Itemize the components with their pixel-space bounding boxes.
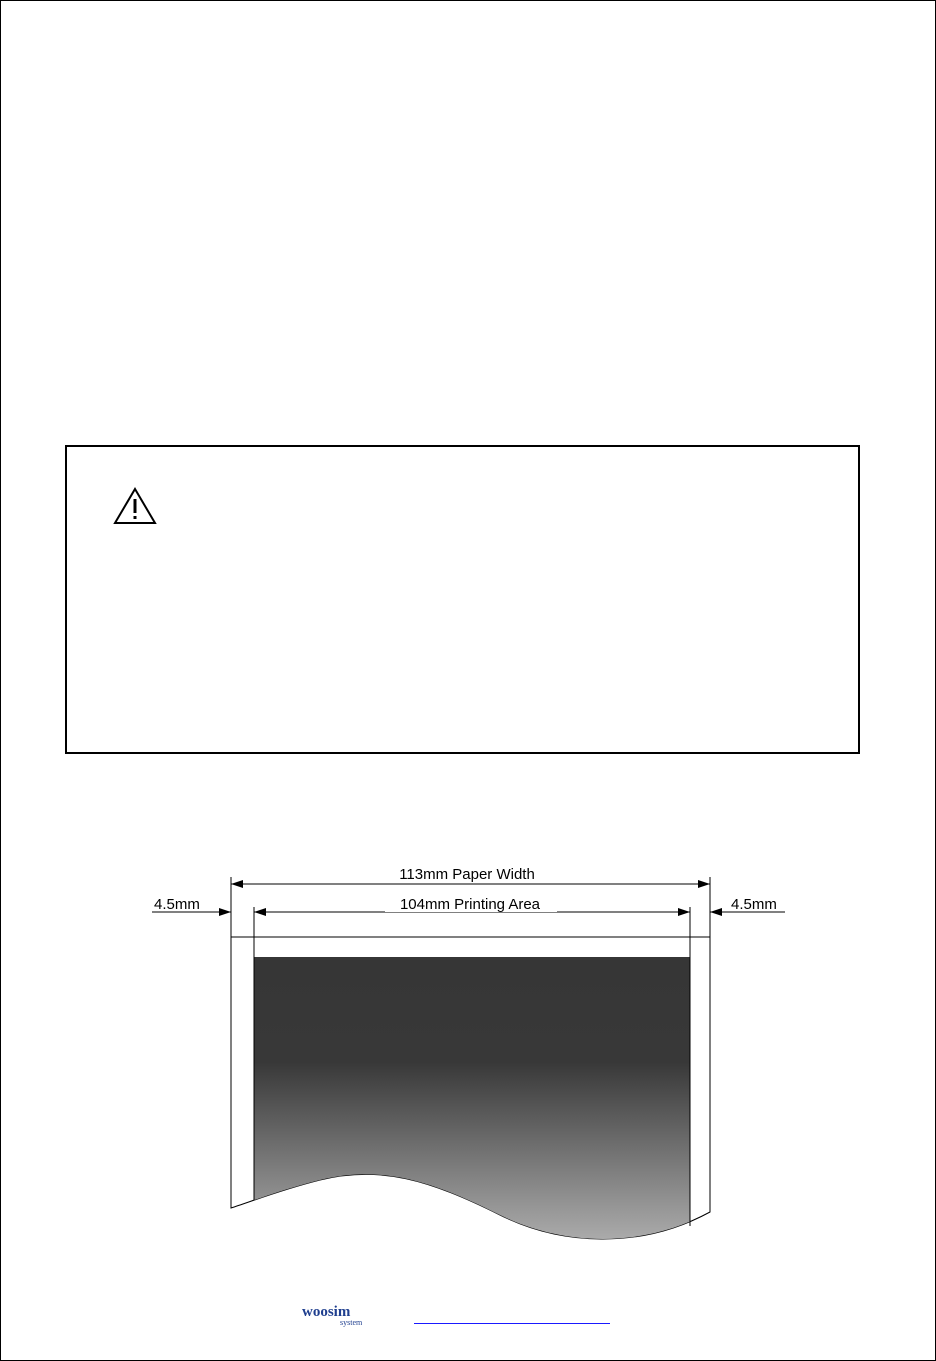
warning-triangle-icon: [112, 486, 158, 526]
paper-width-label: 113mm Paper Width: [399, 866, 535, 883]
right-margin-label: 4.5mm: [731, 896, 777, 913]
logo-subtext: system: [340, 1318, 363, 1327]
caution-box: [65, 445, 860, 754]
woosim-logo: [300, 1303, 396, 1327]
left-margin-label: 4.5mm: [154, 896, 200, 913]
paper-dimension-diagram: [0, 850, 936, 1270]
printing-area-label: 104mm Printing Area: [399, 896, 541, 913]
printing-area: [254, 957, 690, 1257]
logo-text: woosim: [302, 1304, 351, 1320]
website-link[interactable]: [414, 1309, 610, 1324]
